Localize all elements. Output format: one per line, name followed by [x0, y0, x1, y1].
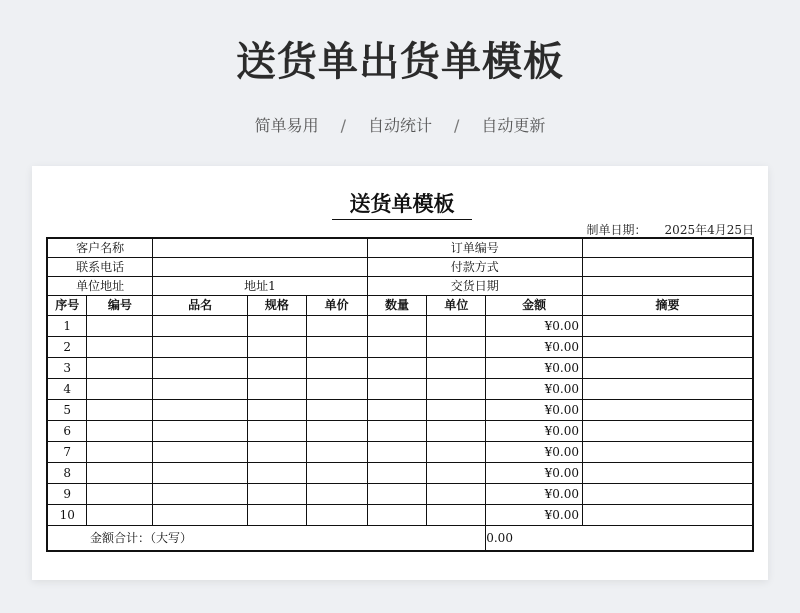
column-header: 金额: [486, 296, 583, 316]
table-cell[interactable]: [247, 463, 306, 484]
table-cell[interactable]: [247, 337, 306, 358]
sheet-title: 送货单模板: [332, 188, 472, 220]
info-row: [47, 258, 753, 277]
delivery-date-value[interactable]: [583, 277, 753, 296]
column-header: 规格: [247, 296, 306, 316]
table-cell[interactable]: [87, 421, 153, 442]
table-cell[interactable]: [87, 316, 153, 337]
table-cell[interactable]: [306, 421, 367, 442]
table-row: [47, 484, 753, 505]
table-cell[interactable]: [427, 379, 486, 400]
table-cell[interactable]: [153, 400, 248, 421]
table-cell[interactable]: [427, 442, 486, 463]
date-value[interactable]: 2025年4月25日: [664, 223, 754, 237]
phone-value[interactable]: [153, 258, 367, 277]
table-cell[interactable]: [247, 505, 306, 526]
delivery-date-label: 交货日期: [367, 277, 582, 296]
customer-value[interactable]: [153, 238, 367, 258]
table-cell[interactable]: [87, 505, 153, 526]
row-number: 2: [47, 337, 87, 358]
table-cell[interactable]: [247, 400, 306, 421]
row-number: 4: [47, 379, 87, 400]
table-cell[interactable]: [427, 484, 486, 505]
total-value: 0.00: [486, 526, 753, 552]
table-cell[interactable]: [367, 400, 427, 421]
amount-cell: ¥0.00: [486, 463, 583, 484]
column-header: 品名: [153, 296, 248, 316]
amount-cell: ¥0.00: [486, 400, 583, 421]
table-cell[interactable]: [153, 337, 248, 358]
feature-item: 简单易用: [254, 116, 319, 135]
table-row: [47, 337, 753, 358]
table-cell[interactable]: [427, 505, 486, 526]
date-label: 制单日期：: [586, 223, 647, 237]
delivery-sheet: [32, 166, 768, 580]
table-cell[interactable]: [367, 421, 427, 442]
table-cell[interactable]: [247, 316, 306, 337]
table-cell[interactable]: [247, 421, 306, 442]
table-cell[interactable]: [306, 484, 367, 505]
table-cell[interactable]: [87, 400, 153, 421]
row-number: 3: [47, 358, 87, 379]
payment-value[interactable]: [583, 258, 753, 277]
row-number: 7: [47, 442, 87, 463]
info-row: [47, 238, 753, 258]
amount-cell: ¥0.00: [486, 421, 583, 442]
order-no-label: 订单编号: [367, 238, 582, 258]
total-row: [47, 526, 753, 552]
phone-label: 联系电话: [47, 258, 153, 277]
table-cell[interactable]: [153, 442, 248, 463]
table-cell[interactable]: [583, 337, 753, 358]
table-cell[interactable]: [583, 463, 753, 484]
delivery-table: [46, 237, 754, 552]
table-cell[interactable]: [153, 358, 248, 379]
table-cell[interactable]: [153, 484, 248, 505]
row-number: 9: [47, 484, 87, 505]
separator: /: [454, 116, 460, 135]
payment-label: 付款方式: [367, 258, 582, 277]
table-row: [47, 400, 753, 421]
table-cell[interactable]: [87, 379, 153, 400]
table-cell[interactable]: [583, 379, 753, 400]
column-header: 数量: [367, 296, 427, 316]
table-cell[interactable]: [247, 484, 306, 505]
item-rows: [47, 316, 753, 526]
row-number: 5: [47, 400, 87, 421]
table-cell[interactable]: [367, 316, 427, 337]
separator: /: [340, 116, 346, 135]
table-cell[interactable]: [306, 400, 367, 421]
table-cell[interactable]: [583, 505, 753, 526]
table-cell[interactable]: [367, 379, 427, 400]
amount-cell: ¥0.00: [486, 358, 583, 379]
table-cell[interactable]: [87, 358, 153, 379]
table-cell[interactable]: [367, 442, 427, 463]
address-value[interactable]: 地址1: [153, 277, 367, 296]
table-row: [47, 463, 753, 484]
table-cell[interactable]: [306, 379, 367, 400]
table-cell[interactable]: [153, 421, 248, 442]
info-row: [47, 277, 753, 296]
table-cell[interactable]: [367, 358, 427, 379]
column-header-row: [47, 296, 753, 316]
table-cell[interactable]: [87, 463, 153, 484]
table-cell[interactable]: [247, 379, 306, 400]
table-cell[interactable]: [306, 358, 367, 379]
table-cell[interactable]: [427, 337, 486, 358]
feature-item: 自动更新: [481, 116, 546, 135]
table-cell[interactable]: [153, 505, 248, 526]
table-cell[interactable]: [87, 484, 153, 505]
amount-cell: ¥0.00: [486, 484, 583, 505]
table-cell[interactable]: [367, 463, 427, 484]
amount-cell: ¥0.00: [486, 505, 583, 526]
table-row: [47, 442, 753, 463]
table-cell[interactable]: [153, 316, 248, 337]
row-number: 1: [47, 316, 87, 337]
table-cell[interactable]: [583, 358, 753, 379]
table-row: [47, 379, 753, 400]
table-cell[interactable]: [427, 463, 486, 484]
table-row: [47, 316, 753, 337]
amount-cell: ¥0.00: [486, 379, 583, 400]
column-header: 单位: [427, 296, 486, 316]
amount-cell: ¥0.00: [486, 337, 583, 358]
amount-cell: ¥0.00: [486, 316, 583, 337]
customer-label: 客户名称: [47, 238, 153, 258]
table-cell[interactable]: [306, 316, 367, 337]
table-cell[interactable]: [427, 421, 486, 442]
table-cell[interactable]: [427, 358, 486, 379]
table-cell[interactable]: [427, 316, 486, 337]
total-label: 金额合计：（大写）: [47, 526, 486, 552]
address-label: 单位地址: [47, 277, 153, 296]
table-row: [47, 421, 753, 442]
table-cell[interactable]: [583, 400, 753, 421]
table-cell[interactable]: [153, 379, 248, 400]
feature-item: 自动统计: [367, 116, 432, 135]
table-cell[interactable]: [583, 484, 753, 505]
column-header: 序号: [47, 296, 87, 316]
table-row: [47, 358, 753, 379]
row-number: 6: [47, 421, 87, 442]
feature-list: [0, 113, 800, 136]
table-row: [47, 505, 753, 526]
table-cell[interactable]: [306, 442, 367, 463]
table-cell[interactable]: [306, 505, 367, 526]
table-cell[interactable]: [583, 421, 753, 442]
row-number: 10: [47, 505, 87, 526]
table-cell[interactable]: [367, 505, 427, 526]
table-cell[interactable]: [306, 337, 367, 358]
table-cell[interactable]: [247, 442, 306, 463]
row-number: 8: [47, 463, 87, 484]
table-cell[interactable]: [153, 463, 248, 484]
table-cell[interactable]: [87, 442, 153, 463]
table-cell[interactable]: [367, 484, 427, 505]
banner-title: 送货单出货单模板: [236, 39, 564, 85]
column-header: 编号: [87, 296, 153, 316]
order-no-value[interactable]: [583, 238, 753, 258]
table-cell[interactable]: [427, 400, 486, 421]
table-cell[interactable]: [583, 316, 753, 337]
column-header: 单价: [306, 296, 367, 316]
table-cell[interactable]: [367, 337, 427, 358]
table-cell[interactable]: [583, 442, 753, 463]
amount-cell: ¥0.00: [486, 442, 583, 463]
date-row: [587, 221, 754, 238]
column-header: 摘要: [583, 296, 753, 316]
table-cell[interactable]: [247, 358, 306, 379]
table-cell[interactable]: [306, 463, 367, 484]
table-cell[interactable]: [87, 337, 153, 358]
